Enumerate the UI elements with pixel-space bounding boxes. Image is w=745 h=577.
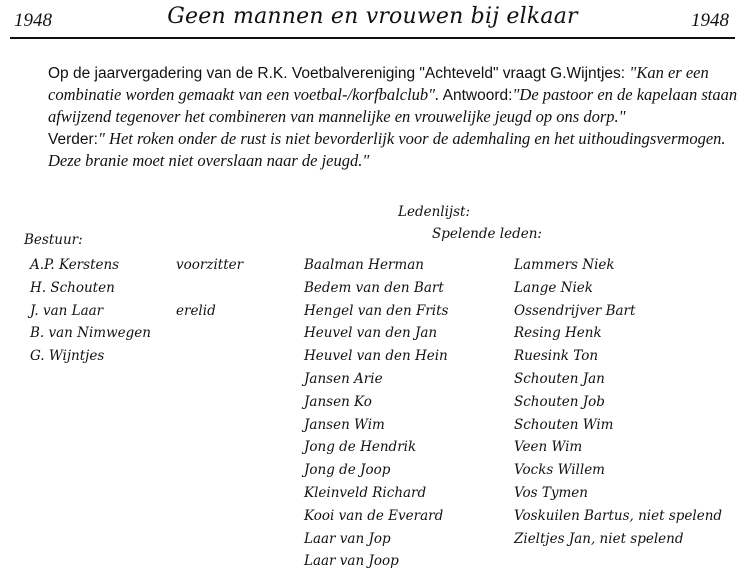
- paragraph-smoking: [48, 128, 738, 172]
- bestuur-names: [30, 254, 151, 368]
- bestuur-heading: Bestuur:: [24, 232, 83, 248]
- players-column-2: [514, 254, 722, 550]
- page-title: Geen mannen en vrouwen bij elkaar: [167, 4, 578, 29]
- bestuur-name: H. Schouten: [30, 279, 115, 296]
- player-name: Resing Henk: [514, 325, 602, 342]
- player-name: Lammers Niek: [514, 257, 615, 273]
- bestuur-roles: [176, 254, 243, 368]
- header-rule: [10, 37, 735, 39]
- player-name: Jong de Hendrik: [304, 439, 417, 456]
- bestuur-role: [176, 345, 243, 368]
- player-name: Ruesink Ton: [514, 348, 599, 365]
- answer-quote: "De pastoor en de kapelaan staan afwijzend tegenover het combineren van mannelijke en vrouwelijke jeugd op ons dorp.": [48, 85, 738, 126]
- bestuur-name: J. van Laar: [30, 302, 104, 319]
- player-name: Vocks Willem: [514, 462, 605, 479]
- player-name: Veen Wim: [514, 439, 583, 456]
- paragraph-intro: Op de jaarvergadering van de R.K. Voetbalvereniging "Achteveld" vraagt G.Wijntjes:: [48, 65, 630, 82]
- player-name: Voskuilen Bartus, niet spelend: [514, 507, 723, 524]
- player-name: Lange Niek: [514, 279, 593, 296]
- player-name: Schouten Jan: [514, 370, 605, 387]
- bestuur-name: A.P. Kerstens: [30, 257, 120, 273]
- bestuur-role: [176, 277, 243, 300]
- verder-label: Verder:: [48, 131, 98, 148]
- player-name: Jong de Joop: [304, 462, 391, 479]
- player-name: Jansen Ko: [304, 393, 372, 410]
- player-name: Kleinveld Richard: [304, 484, 427, 501]
- player-name: Kooi van de Everard: [304, 507, 444, 524]
- answer-label: Antwoord:: [439, 87, 513, 104]
- smoking-quote: " Het roken onder de rust is niet bevorderlijk voor de ademhaling en het uithoudingsvermogen. Deze branie moet niet overslaan naar de jeugd.": [48, 129, 726, 170]
- page-header: [0, 0, 745, 44]
- header-year-right: 1948: [691, 10, 729, 31]
- header-year-left: 1948: [14, 10, 52, 31]
- player-name: Baalman Herman: [304, 257, 424, 273]
- bestuur-role: voorzitter: [176, 257, 244, 273]
- player-name: Laar van Jop: [304, 530, 391, 547]
- player-name: Vos Tymen: [514, 484, 588, 501]
- player-name: Schouten Job: [514, 393, 605, 410]
- player-name: Jansen Wim: [304, 416, 385, 433]
- player-name: Laar van Joop: [304, 553, 399, 570]
- spelende-leden-heading: Spelende leden:: [432, 226, 542, 242]
- player-name: Ossendrijver Bart: [514, 302, 636, 319]
- paragraph-meeting: [48, 62, 738, 128]
- player-name: Bedem van den Bart: [304, 279, 444, 296]
- ledenlijst-heading: Ledenlijst:: [398, 204, 471, 220]
- player-name: Zieltjes Jan, niet spelend: [514, 530, 684, 547]
- bestuur-role: erelid: [176, 302, 216, 319]
- bestuur-name: G. Wijntjes: [30, 348, 105, 365]
- bestuur-role: [176, 322, 243, 345]
- bestuur-name: B. van Nimwegen: [30, 325, 151, 342]
- player-name: Heuvel van den Jan: [304, 325, 438, 342]
- player-name: Jansen Arie: [304, 370, 383, 387]
- article-body: [48, 62, 738, 172]
- player-name: Heuvel van den Hein: [304, 348, 448, 365]
- players-column-1: [304, 254, 448, 573]
- question-quote: "Kan er een combinatie worden gemaakt van een voetbal-/korfbalclub".: [48, 63, 709, 104]
- player-name: Schouten Wim: [514, 416, 614, 433]
- player-name: Hengel van den Frits: [304, 302, 449, 319]
